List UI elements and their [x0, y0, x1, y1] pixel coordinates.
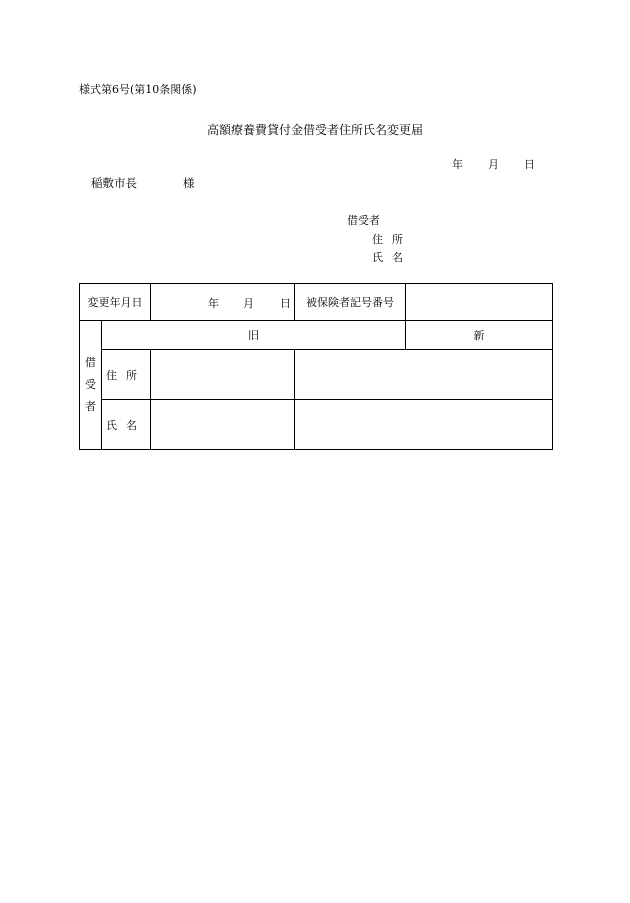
name-row [80, 400, 553, 450]
borrower-char-1: 借 [85, 356, 96, 369]
date-month-label: 月 [488, 158, 499, 171]
borrower-char-2: 受 [85, 378, 96, 391]
change-date-field[interactable] [151, 284, 295, 321]
address-row [80, 350, 553, 400]
form-number: 様式第6号(第10条関係) [79, 83, 197, 96]
honorific: 様 [183, 176, 195, 190]
column-header-row [80, 321, 553, 350]
change-date-label: 変更年月日 [80, 284, 151, 321]
borrower-heading: 借受者 [347, 214, 380, 227]
new-address-field[interactable] [295, 350, 553, 400]
new-name-field[interactable] [295, 400, 553, 450]
old-address-field[interactable] [151, 350, 295, 400]
borrower-vertical-label [80, 321, 102, 450]
date-day-label: 日 [524, 158, 535, 171]
borrower-char-3: 者 [85, 400, 96, 413]
change-table [79, 283, 553, 450]
borrower-address-label: 住所 [372, 233, 412, 246]
insured-number-label: 被保険者記号番号 [295, 284, 406, 321]
change-date-year: 年 [208, 297, 219, 310]
change-date-row [80, 284, 553, 321]
new-header: 新 [406, 321, 553, 350]
old-header: 旧 [102, 321, 406, 350]
date-year-label: 年 [452, 158, 463, 171]
page-title: 高額療養費貸付金借受者住所氏名変更届 [206, 123, 423, 137]
old-name-field[interactable] [151, 400, 295, 450]
borrower-name-label: 氏名 [372, 251, 412, 264]
insured-number-field[interactable] [406, 284, 553, 321]
addressee: 稲敷市長 [91, 176, 137, 190]
address-row-label: 住所 [102, 350, 151, 400]
name-row-label: 氏名 [102, 400, 151, 450]
change-date-day: 日 [280, 297, 291, 310]
change-date-month: 月 [243, 297, 254, 310]
